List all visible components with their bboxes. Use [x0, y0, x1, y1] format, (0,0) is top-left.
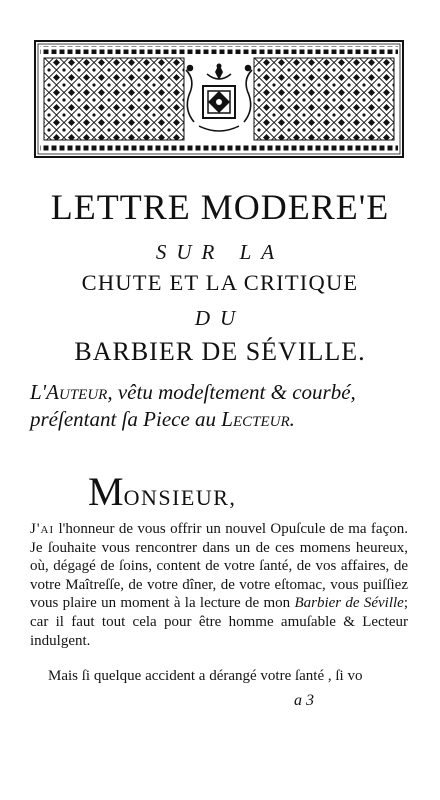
body-italic-title: Barbier de Séville: [294, 595, 404, 612]
subtitle-part3: .: [289, 407, 295, 431]
body-lead: J'ai: [30, 521, 55, 537]
title-du: DU: [194, 306, 246, 330]
salutation: [88, 468, 236, 515]
title-barbier: BARBIER DE SÉVILLE.: [74, 337, 366, 366]
body-last-line: Mais ſi quelque accident a dérangé votre ſanté , ſi vo: [48, 668, 363, 684]
signature-mark: a 3: [294, 692, 314, 709]
floral-lattice-icon: [34, 40, 404, 158]
body-text-a: l'honneur de vous offrir un nouvel Opuſcule de ma façon. Je ſouhaite vous rencontrer dans un de ces momens heureux, où, dégagé de ſoins, content de votre ſanté, de vos affaires, de votre Maîtreſſe, de votre dîner, de votre eſtomac, vous puiſſiez vous plaire un moment à la lecture de mon: [30, 521, 408, 612]
title-sur-la: SUR LA: [155, 240, 285, 264]
subtitle-part2: , vêtu modeſtement & courbé, préſentant ſa Piece au: [30, 380, 356, 431]
subtitle-lecteur: Lecteur: [221, 407, 290, 431]
body-text-b: ; car il faut tout cela pour être homme amuſable & Lecteur indulgent.: [30, 595, 408, 649]
salutation-initial: M: [88, 469, 124, 514]
body-paragraph: [30, 520, 408, 650]
title-chute: CHUTE ET LA CRITIQUE: [81, 270, 359, 295]
salutation-rest: ONSIEUR,: [123, 485, 237, 510]
subtitle-part1: L': [30, 380, 47, 404]
subtitle-auteur: Auteur: [46, 380, 108, 404]
page-title: LETTRE MODERE'E: [50, 187, 390, 227]
subtitle: [30, 379, 420, 433]
ornament-headpiece: [34, 40, 404, 158]
